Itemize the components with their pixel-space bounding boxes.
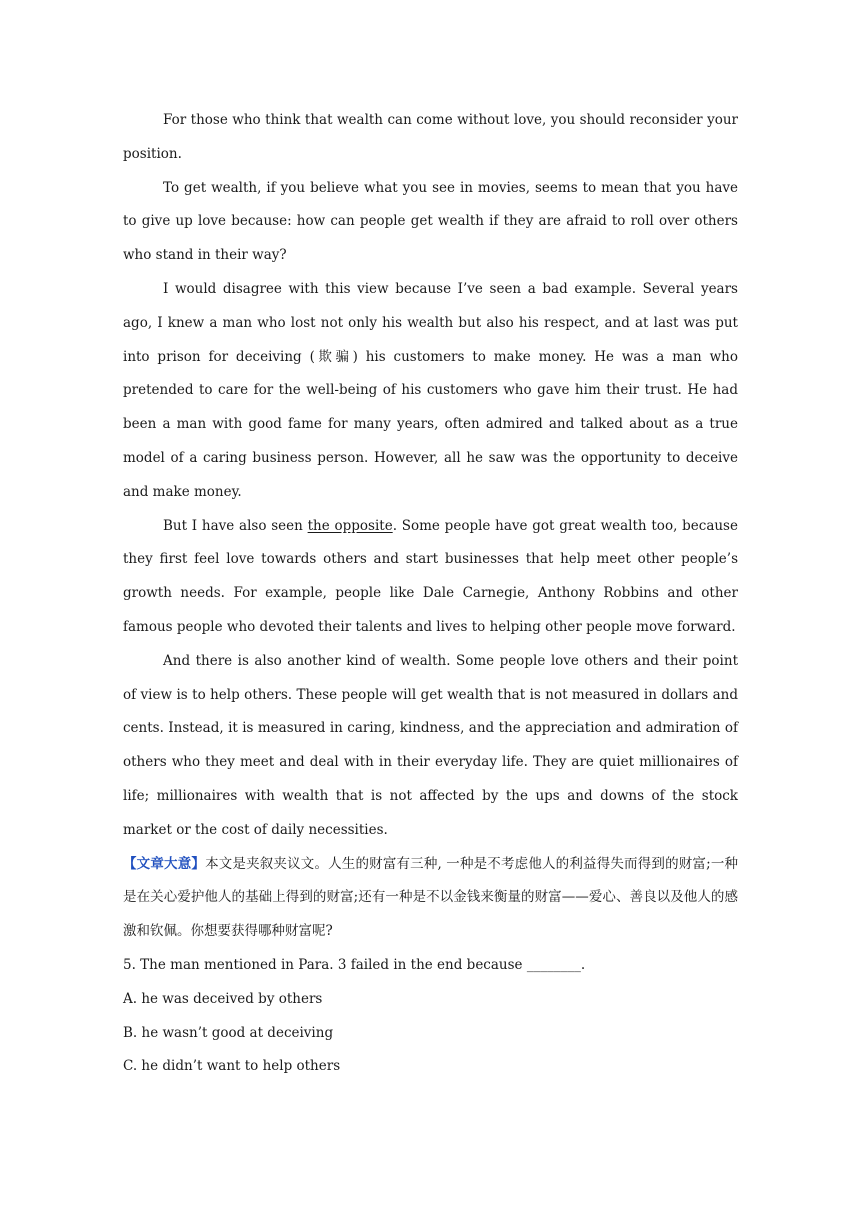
passage-paragraph-2: To get wealth, if you believe what you see in movies, seems to mean that you have to give up love because: how can people get wealth if they are afraid to roll over others who stand in their way? — [123, 179, 738, 264]
document-page — [123, 104, 738, 1084]
summary-tag: 【文章大意】 — [123, 855, 206, 872]
article-summary — [123, 848, 738, 949]
option-b: B. he wasn’t good at deceiving — [123, 1024, 334, 1041]
paragraph-4-lead: But I have also seen — [163, 517, 308, 534]
option-c: C. he didn’t want to help others — [123, 1058, 341, 1075]
summary-text: 本文是夹叙夹议文。人生的财富有三种, 一种是不考虑他人的利益得失而得到的财富;一种是在关心爱护他人的基础上得到的财富;还有一种是不以金钱来衡量的财富——爱心、善良以及他人的感激和钦佩。你想要获得哪种财富呢? — [123, 855, 739, 940]
paragraph-4-rest: . Some people have got great wealth too, because they first feel love towards others and start businesses that help meet other people’s growth needs. For example, people like Dale Carnegie, Anthony Robbins and other famous people who devoted their talents and lives to helping other people move forward. — [123, 517, 738, 635]
underlined-phrase: the opposite — [307, 517, 393, 534]
option-a: A. he was deceived by others — [123, 990, 323, 1007]
passage-paragraph-4 — [123, 510, 738, 645]
passage-paragraph-3: I would disagree with this view because I’ve seen a bad example. Several years ago, I knew a man who lost not only his wealth but also his respect, and at last was put into prison for deceiving (欺骗) his customers to make money. He was a man who pretended to care for the well-being of his customers who gave him their trust. He had been a man with good fame for many years, often admired and talked about as a true model of a caring business person. However, all he saw was the opportunity to deceive and make money. — [123, 280, 738, 500]
question-stem: 5. The man mentioned in Para. 3 failed in the end because ________. — [123, 956, 586, 973]
passage-paragraph-5: And there is also another kind of wealth. Some people love others and their point of view is to help others. These people will get wealth that is not measured in dollars and cents. Instead, it is measured in caring, kindness, and the appreciation and admiration of others who they meet and deal with in their everyday life. They are quiet millionaires of life; millionaires with wealth that is not affected by the ups and downs of the stock market or the cost of daily necessities. — [123, 652, 738, 838]
passage-paragraph-1: For those who think that wealth can come without love, you should reconsider your position. — [123, 112, 738, 162]
